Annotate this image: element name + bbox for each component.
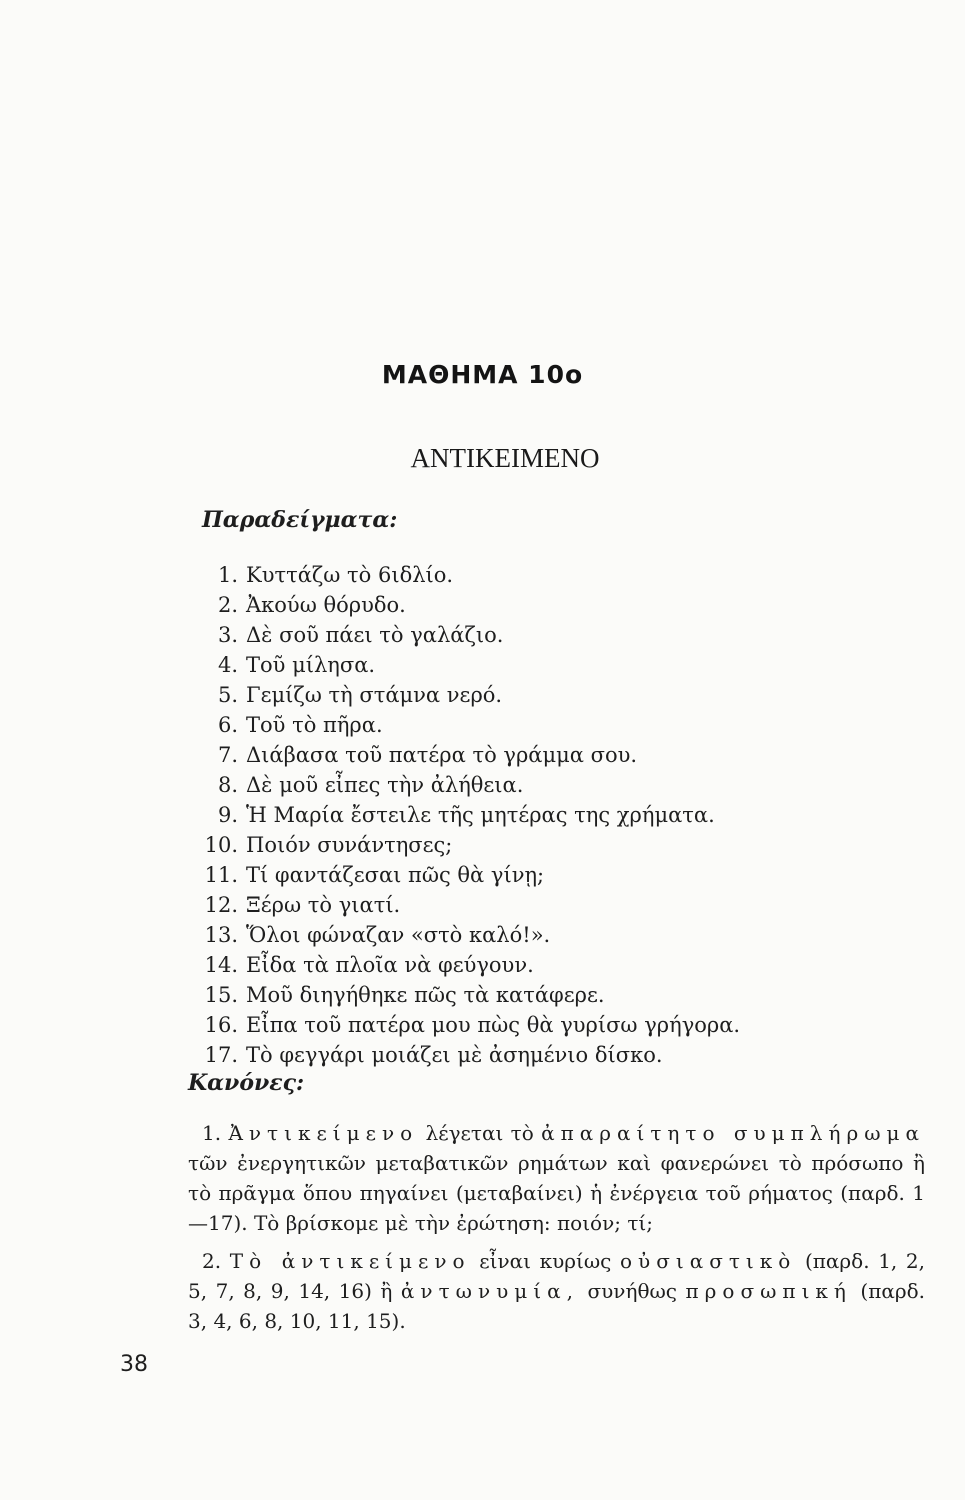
example-number: 11. (204, 863, 238, 887)
example-item (202, 650, 740, 680)
example-number: 6. (217, 713, 238, 737)
example-text: Ξέρω τὸ γιατί. (246, 893, 401, 917)
example-text: Ἡ Μαρία ἔστειλε τῆς μητέρας της χρήματα. (246, 803, 715, 827)
example-item (202, 620, 740, 650)
example-text: Μοῦ διηγήθηκε πῶς τὰ κατάφερε. (246, 983, 605, 1007)
example-number: 13. (204, 923, 238, 947)
examples-heading: Παραδείγματα: (202, 507, 398, 533)
example-text: Εἶπα τοῦ πατέρα μου πὼς θὰ γυρίσω γρήγορα. (246, 1013, 741, 1037)
rule-term: ἀπαραίτητο συμπλήρωμα (541, 1121, 926, 1145)
example-item (202, 590, 740, 620)
rules-heading: Κανόνες: (188, 1070, 305, 1096)
example-item (202, 1040, 740, 1070)
rule-text: τῶν ἐνεργητικῶν μεταβατικῶν ρημάτων καὶ φανερώνει τὸ πρόσωπο ἢ τὸ πρᾶγμα ὅπου πηγαίνει (μεταβαίνει) ἡ ἐνέργεια τοῦ ρήματος (παρδ. 1—17). Τὸ βρίσκομε μὲ τὴν ἐρώτηση: ποιόν; τί; (188, 1151, 925, 1235)
example-text: Δὲ μοῦ εἶπες τὴν ἀλήθεια. (246, 773, 524, 797)
example-number: 9. (217, 803, 238, 827)
example-number: 1. (217, 563, 238, 587)
example-item (202, 830, 740, 860)
rule-text: λέγεται τὸ (425, 1121, 534, 1145)
example-item (202, 710, 740, 740)
rule-number: 1. (202, 1121, 222, 1145)
rule-term: ἀντωνυμία, (400, 1279, 579, 1303)
rule-text: (παρδ. 1, 2, 5, 7, 8, 9, 14, 16) ἢ (188, 1249, 925, 1303)
rule-term: προσωπική (685, 1279, 852, 1303)
example-number: 12. (204, 893, 238, 917)
rule-text: (παρδ. 3, 4, 6, 8, 10, 11, 15). (188, 1279, 926, 1333)
example-number: 10. (204, 833, 238, 857)
rule-number: 2. (202, 1249, 222, 1273)
example-text: Εἶδα τὰ πλοῖα νὰ φεύγουν. (246, 953, 534, 977)
example-text: Τί φαντάζεσαι πῶς θὰ γίνῃ; (246, 863, 545, 887)
example-number: 3. (217, 623, 238, 647)
example-item (202, 980, 740, 1010)
rule-text: συνήθως (587, 1279, 678, 1303)
examples-list (202, 560, 740, 1070)
rules-block (188, 1118, 925, 1344)
example-item (202, 680, 740, 710)
example-item (202, 770, 740, 800)
example-number: 7. (217, 743, 238, 767)
example-item (202, 920, 740, 950)
example-text: Ὅλοι φώναζαν «στὸ καλό!». (246, 923, 551, 947)
rule-item (188, 1246, 925, 1336)
example-number: 15. (204, 983, 238, 1007)
example-item (202, 890, 740, 920)
example-number: 16. (204, 1013, 238, 1037)
rule-item (188, 1118, 925, 1238)
rule-text: εἶναι κυρίως (479, 1249, 612, 1273)
example-item (202, 800, 740, 830)
example-text: Ποιόν συνάντησες; (246, 833, 453, 857)
example-text: Τοῦ μίλησα. (246, 653, 376, 677)
example-text: Διάβασα τοῦ πατέρα τὸ γράμμα σου. (246, 743, 638, 767)
rule-term: Τὸ ἀντικείμενο (229, 1249, 471, 1273)
example-item (202, 950, 740, 980)
lesson-title: ΜΑΘΗΜΑ 10ο (381, 360, 584, 389)
example-number: 5. (217, 683, 238, 707)
example-text: Γεμίζω τὴ στάμνα νερό. (246, 683, 503, 707)
section-title: ΑΝΤΙΚΕΙΜΕΝΟ (410, 443, 600, 473)
example-text: Ἀκούω θόρυδο. (246, 593, 406, 617)
example-item (202, 860, 740, 890)
rule-term: Ἀντικείμενο (228, 1121, 419, 1145)
rule-term: οὐσιαστικὸ (620, 1249, 797, 1273)
page-number: 38 (120, 1352, 148, 1377)
example-text: Κυττάζω τὸ 6ιδλίο. (246, 563, 454, 587)
example-item (202, 1010, 740, 1040)
example-item (202, 740, 740, 770)
example-text: Τὸ φεγγάρι μοιάζει μὲ ἀσημένιο δίσκο. (246, 1043, 663, 1067)
example-number: 14. (204, 953, 238, 977)
example-number: 4. (217, 653, 238, 677)
example-number: 17. (204, 1043, 238, 1067)
example-number: 8. (217, 773, 238, 797)
example-text: Τοῦ τὸ πῆρα. (246, 713, 383, 737)
example-text: Δὲ σοῦ πάει τὸ γαλάζιο. (246, 623, 504, 647)
example-item (202, 560, 740, 590)
example-number: 2. (217, 593, 238, 617)
